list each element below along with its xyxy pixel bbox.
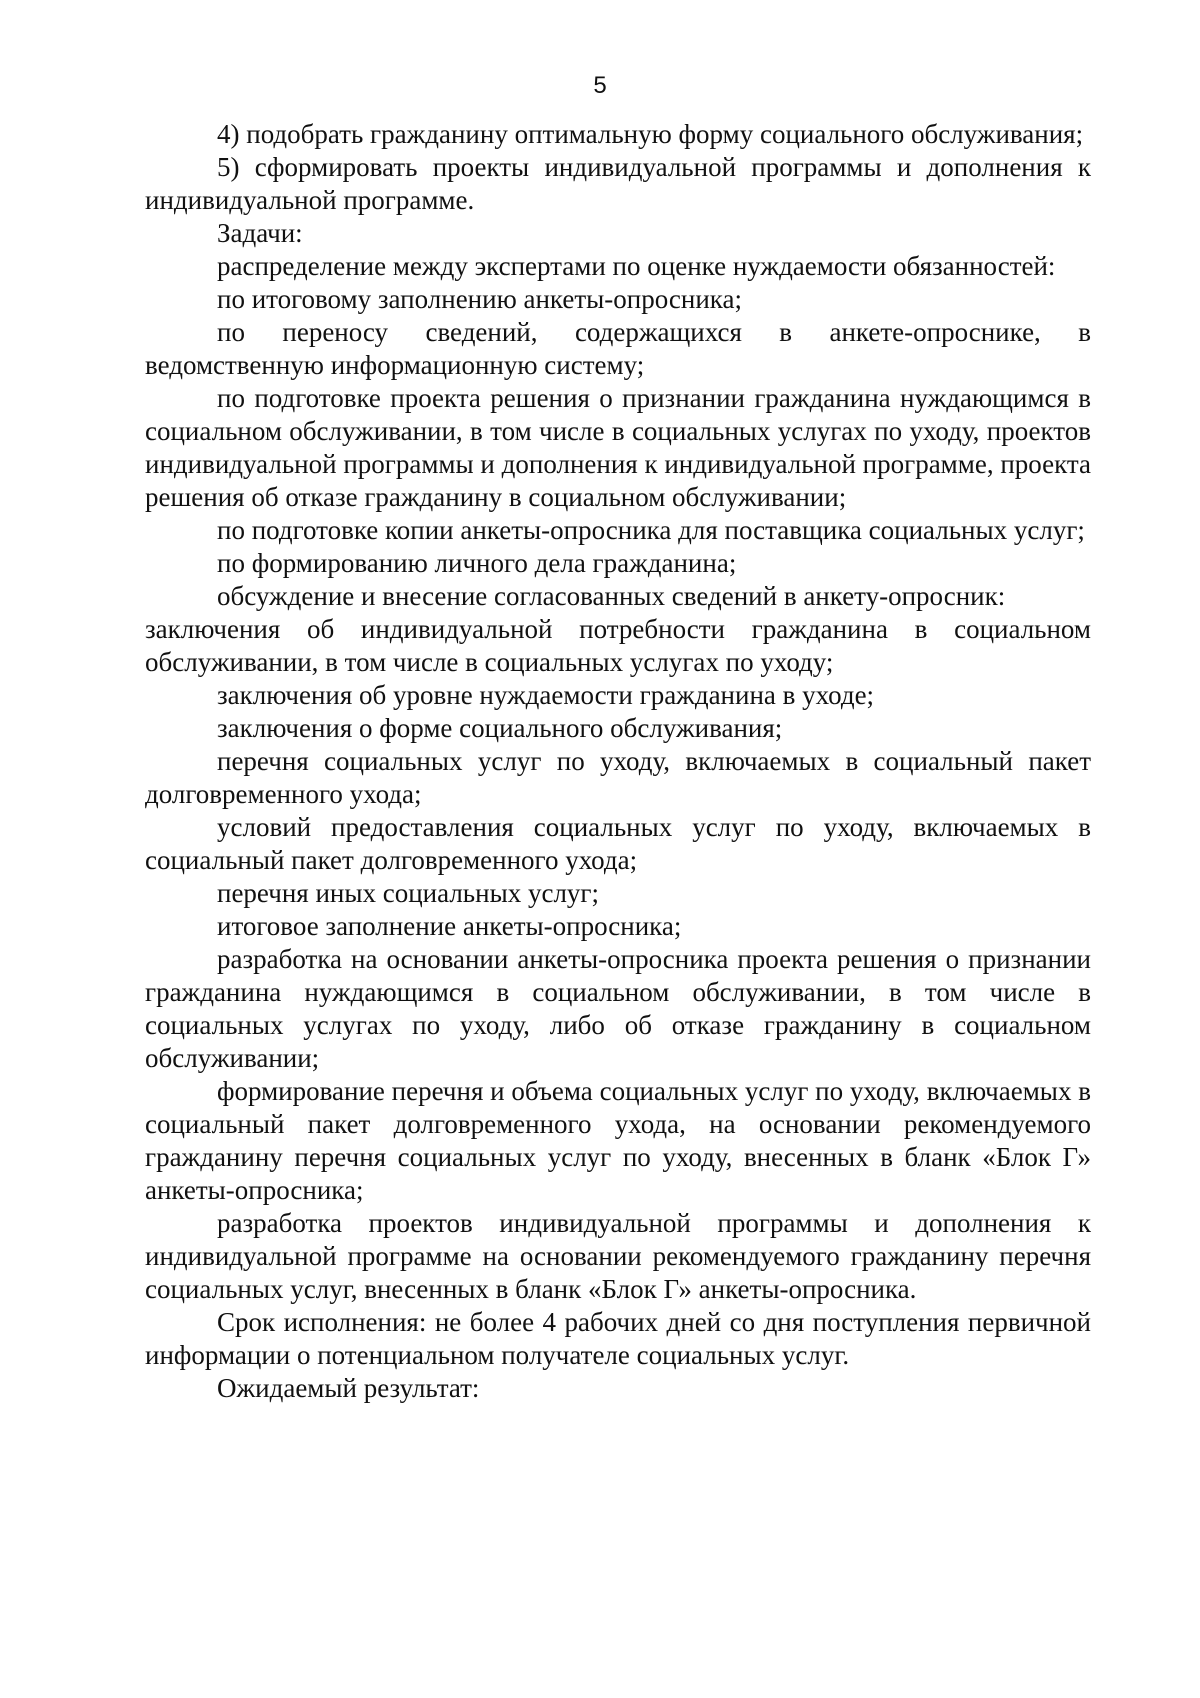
paragraph-item-4: 4) подобрать гражданину оптимальную форму социального обслуживания;: [217, 119, 1084, 149]
document-body: [145, 118, 1091, 1405]
paragraph-final-filling: по итоговому заполнению анкеты-опросника;: [217, 284, 742, 314]
paragraph-deadline: Срок исполнения: не более 4 рабочих дней со дня поступления первичной информации о потенциальном получателе социальных услуг.: [145, 1307, 1091, 1370]
paragraph-prepare-decision: по подготовке проекта решения о признании гражданина нуждающимся в социальном обслуживании, в том числе в социальных услугах по уходу, проектов индивидуальной программы и дополнения к индивидуальной программе, проекта решения об отказе гражданину в социальном обслуживании;: [145, 383, 1091, 512]
paragraph-draft-programs: разработка проектов индивидуальной программы и дополнения к индивидуальной программе на основании рекомендуемого гражданину перечня социальных услуг, внесенных в бланк «Блок Г» анкеты-опросника.: [145, 1208, 1091, 1304]
paragraph-transfer-info: по переносу сведений, содержащихся в анкете-опроснике, в ведомственную информационную систему;: [145, 317, 1091, 380]
page-number: 5: [593, 72, 607, 99]
paragraph-final-questionnaire: итоговое заполнение анкеты-опросника;: [217, 911, 682, 941]
paragraph-prepare-copy: по подготовке копии анкеты-опросника для поставщика социальных услуг;: [217, 515, 1085, 545]
paragraph-conditions: условий предоставления социальных услуг по уходу, включаемых в социальный пакет долговременного ухода;: [145, 812, 1091, 875]
paragraph-list-volume: формирование перечня и объема социальных услуг по уходу, включаемых в социальный пакет долговременного ухода, на основании рекомендуемого гражданину перечня социальных услуг по уходу, внесенных в бланк «Блок Г» анкеты-опросника;: [145, 1076, 1091, 1205]
paragraph-draft-decision: разработка на основании анкеты-опросника проекта решения о признании гражданина нуждающимся в социальном обслуживании, в том числе в социальных услугах по уходу, либо об отказе гражданину в социальном обслуживании;: [145, 944, 1091, 1073]
paragraph-other-services: перечня иных социальных услуг;: [217, 878, 599, 908]
paragraph-item-5: 5) сформировать проекты индивидуальной программы и дополнения к индивидуальной программе.: [145, 152, 1091, 215]
paragraph-personal-file: по формированию личного дела гражданина;: [217, 548, 737, 578]
paragraph-distribution: распределение между экспертами по оценке нуждаемости обязанностей:: [217, 251, 1056, 281]
tasks-heading: Задачи:: [217, 218, 303, 248]
paragraph-list-care-services: перечня социальных услуг по уходу, включаемых в социальный пакет долговременного ухода;: [145, 746, 1091, 809]
paragraph-conclusion-form: заключения о форме социального обслуживания;: [217, 713, 783, 743]
paragraph-expected-result: Ожидаемый результат:: [217, 1373, 480, 1403]
paragraph-discussion: обсуждение и внесение согласованных сведений в анкету-опросник:: [217, 581, 1006, 611]
paragraph-conclusion-need: заключения об индивидуальной потребности гражданина в социальном обслуживании, в том числе в социальных услугах по уходу;: [145, 614, 1091, 677]
paragraph-conclusion-level: заключения об уровне нуждаемости гражданина в уходе;: [217, 680, 875, 710]
